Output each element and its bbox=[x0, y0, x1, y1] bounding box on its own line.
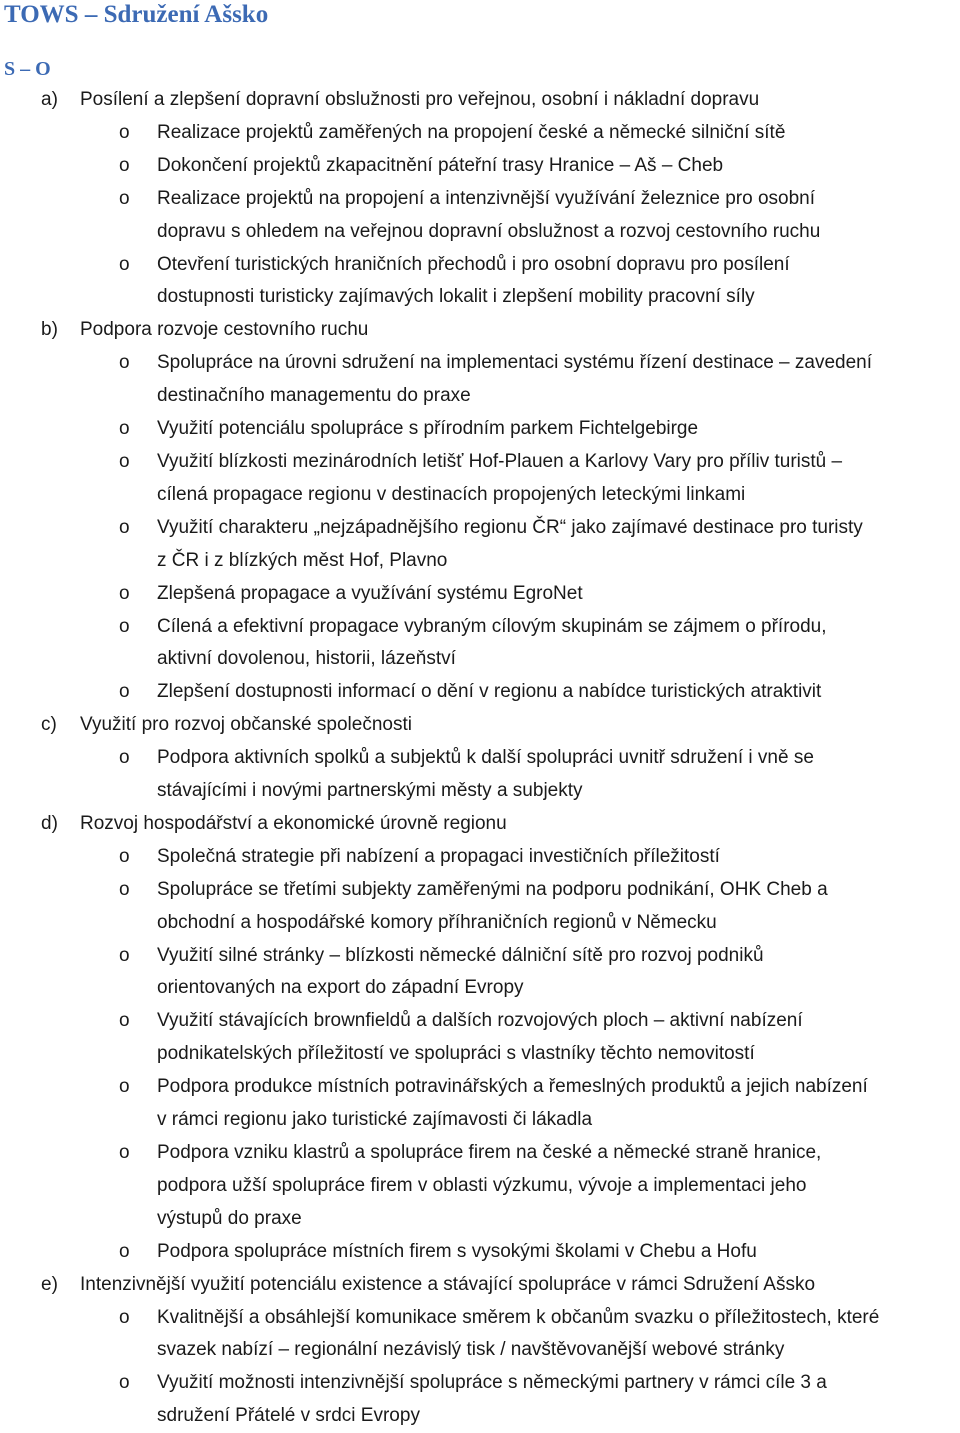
list-item bbox=[0, 183, 960, 249]
list-item-line: Spolupráce se třetími subjekty zaměřenými na podporu podnikání, OHK Cheb a bbox=[157, 878, 828, 900]
list-item bbox=[0, 1005, 960, 1071]
list-item-line: Využití charakteru „nejzápadnějšího regionu ČR“ jako zajímavé destinace pro turisty bbox=[157, 516, 863, 538]
section-heading-text: Podpora rozvoje cestovního ruchu bbox=[80, 319, 369, 341]
bullet-circle-icon: o bbox=[119, 747, 130, 769]
list-item-line: z ČR i z blízkých měst Hof, Plavno bbox=[157, 549, 448, 571]
bullet-circle-icon: o bbox=[119, 450, 130, 472]
list-item-line: cílená propagace regionu v destinacích propojených leteckými linkami bbox=[157, 483, 746, 505]
section-heading bbox=[0, 808, 960, 841]
section-heading bbox=[0, 709, 960, 742]
bullet-circle-icon: o bbox=[119, 681, 130, 703]
section-heading bbox=[0, 314, 960, 347]
list-item-line: Využití blízkosti mezinárodních letišť Hof-Plauen a Karlovy Vary pro příliv turistů – bbox=[157, 450, 843, 472]
list-item bbox=[0, 446, 960, 512]
list-item-line: podpora užší spolupráce firem v oblasti výzkumu, vývoje a implementaci jeho bbox=[157, 1174, 807, 1196]
list-item bbox=[0, 611, 960, 677]
list-item-line: stávajícími i novými partnerskými městy a subjekty bbox=[157, 780, 583, 802]
list-item bbox=[0, 1236, 960, 1269]
list-item bbox=[0, 874, 960, 940]
list-item bbox=[0, 150, 960, 183]
section-letter: e) bbox=[41, 1273, 58, 1295]
section-subtitle: S – O bbox=[4, 58, 51, 80]
section-letter: c) bbox=[41, 714, 57, 736]
list-item-line: Využití stávajících brownfieldů a dalších rozvojových ploch – aktivní nabízení bbox=[157, 1010, 803, 1032]
section-heading-text: Využití pro rozvoj občanské společnosti bbox=[80, 714, 412, 736]
list-item bbox=[0, 1302, 960, 1368]
bullet-circle-icon: o bbox=[119, 187, 130, 209]
outline-section bbox=[0, 808, 960, 1269]
list-item bbox=[0, 117, 960, 150]
section-letter: d) bbox=[41, 812, 58, 834]
outline-section bbox=[0, 1269, 960, 1433]
list-item-line: Využití potenciálu spolupráce s přírodním parkem Fichtelgebirge bbox=[157, 418, 699, 440]
bullet-circle-icon: o bbox=[119, 121, 130, 143]
list-item-line: Využití možnosti intenzivnější spolupráce s německými partnery v rámci cíle 3 a bbox=[157, 1372, 827, 1394]
list-item-line: orientovaných na export do západní Evropy bbox=[157, 977, 524, 999]
list-item-line: Podpora spolupráce místních firem s vysokými školami v Chebu a Hofu bbox=[157, 1240, 757, 1262]
bullet-circle-icon: o bbox=[119, 418, 130, 440]
bullet-list bbox=[0, 841, 960, 1269]
list-item bbox=[0, 742, 960, 808]
list-item-line: Realizace projektů zaměřených na propojení české a německé silniční sítě bbox=[157, 121, 786, 143]
list-item bbox=[0, 940, 960, 1006]
section-letter: a) bbox=[41, 89, 58, 110]
bullet-circle-icon: o bbox=[119, 582, 130, 604]
list-item-line: Využití silné stránky – blízkosti německé dálniční sítě pro rozvoj podniků bbox=[157, 944, 764, 966]
bullet-circle-icon: o bbox=[119, 845, 130, 867]
list-item-line: výstupů do praxe bbox=[157, 1207, 302, 1229]
section-heading-text: Posílení a zlepšení dopravní obslužnosti pro veřejnou, osobní i nákladní dopravu bbox=[80, 89, 760, 110]
list-item bbox=[0, 1071, 960, 1137]
list-item-line: Podpora aktivních spolků a subjektů k další spolupráci uvnitř sdružení i vně se bbox=[157, 747, 814, 769]
list-item-line: obchodní a hospodářské komory příhraničních regionů v Německu bbox=[157, 911, 717, 933]
list-item bbox=[0, 249, 960, 315]
list-item bbox=[0, 1367, 960, 1433]
list-item-line: sdružení Přátelé v srdci Evropy bbox=[157, 1405, 420, 1427]
outline-section bbox=[0, 314, 960, 709]
list-item bbox=[0, 413, 960, 446]
list-item-line: Podpora vzniku klastrů a spolupráce firem na české a německé straně hranice, bbox=[157, 1142, 822, 1163]
list-item-line: dopravu s ohledem na veřejnou dopravní obslužnost a rozvoj cestovního ruchu bbox=[157, 220, 821, 242]
bullet-circle-icon: o bbox=[119, 615, 130, 637]
list-item-line: Zlepšení dostupnosti informací o dění v regionu a nabídce turistických atraktivit bbox=[157, 681, 822, 703]
list-item bbox=[0, 578, 960, 611]
list-item-line: v rámci regionu jako turistické zajímavosti či lákadla bbox=[157, 1109, 593, 1131]
bullet-circle-icon: o bbox=[119, 1240, 130, 1262]
bullet-circle-icon: o bbox=[119, 1076, 130, 1098]
bullet-list bbox=[0, 347, 960, 709]
list-item-line: destinačního managementu do praxe bbox=[157, 385, 471, 407]
bullet-list bbox=[0, 742, 960, 808]
list-item-line: Zlepšená propagace a využívání systému EgroNet bbox=[157, 582, 583, 604]
list-item bbox=[0, 676, 960, 709]
section-heading-text: Intenzivnější využití potenciálu existence a stávající spolupráce v rámci Sdružení Ašsko bbox=[80, 1273, 816, 1295]
list-item-line: Dokončení projektů zkapacitnění páteřní trasy Hranice – Aš – Cheb bbox=[157, 154, 724, 176]
bullet-circle-icon: o bbox=[119, 1142, 130, 1163]
bullet-circle-icon: o bbox=[119, 878, 130, 900]
bullet-circle-icon: o bbox=[119, 1372, 130, 1394]
bullet-circle-icon: o bbox=[119, 352, 130, 374]
bullet-list bbox=[0, 1302, 960, 1433]
list-item-line: Otevření turistických hraničních přechodů i pro osobní dopravu pro posílení bbox=[157, 253, 790, 275]
list-item bbox=[0, 841, 960, 874]
document-body bbox=[0, 84, 960, 1433]
list-item-line: Spolupráce na úrovni sdružení na implementaci systému řízení destinace – zavedení bbox=[157, 352, 873, 374]
section-heading bbox=[0, 84, 960, 117]
bullet-circle-icon: o bbox=[119, 944, 130, 966]
outline-section bbox=[0, 84, 960, 314]
list-item-line: Podpora produkce místních potravinářských a řemeslných produktů a jejich nabízení bbox=[157, 1076, 868, 1098]
bullet-circle-icon: o bbox=[119, 154, 130, 176]
list-item-line: podnikatelských příležitostí ve spolupráci s vlastníky těchto nemovitostí bbox=[157, 1043, 755, 1065]
page-title: TOWS – Sdružení Ašsko bbox=[4, 1, 269, 28]
list-item bbox=[0, 512, 960, 578]
bullet-circle-icon: o bbox=[119, 1306, 130, 1328]
bullet-circle-icon: o bbox=[119, 253, 130, 275]
list-item-line: dostupnosti turisticky zajímavých lokalit i zlepšení mobility pracovní síly bbox=[157, 286, 755, 308]
bullet-list bbox=[0, 117, 960, 314]
list-item-line: svazek nabízí – regionální nezávislý tisk / navštěvovanější webové stránky bbox=[157, 1339, 785, 1361]
section-heading-text: Rozvoj hospodářství a ekonomické úrovně regionu bbox=[80, 812, 507, 834]
list-item-line: Cílená a efektivní propagace vybraným cílovým skupinám se zájmem o přírodu, bbox=[157, 615, 827, 637]
bullet-circle-icon: o bbox=[119, 516, 130, 538]
list-item-line: aktivní dovolenou, historii, lázeňství bbox=[157, 648, 456, 670]
outline-section bbox=[0, 709, 960, 808]
list-item-line: Společná strategie při nabízení a propagaci investičních příležitostí bbox=[157, 845, 720, 867]
list-item-line: Kvalitnější a obsáhlejší komunikace směrem k občanům svazku o příležitostech, které bbox=[157, 1306, 880, 1328]
list-item-line: Realizace projektů na propojení a intenzivnější využívání železnice pro osobní bbox=[157, 187, 815, 209]
section-letter: b) bbox=[41, 319, 58, 341]
list-item bbox=[0, 347, 960, 413]
list-item bbox=[0, 1137, 960, 1236]
bullet-circle-icon: o bbox=[119, 1010, 130, 1032]
section-heading bbox=[0, 1269, 960, 1302]
